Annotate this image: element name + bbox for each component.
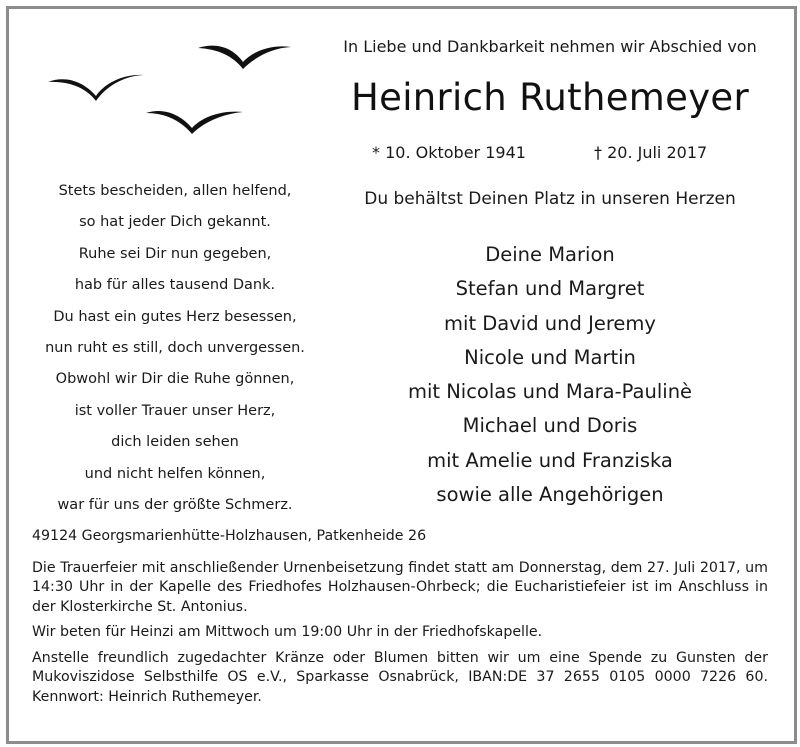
- poem-line: Du hast ein gutes Herz besessen,: [53, 308, 297, 325]
- poem-line: Obwohl wir Dir die Ruhe gönnen,: [55, 371, 295, 388]
- deceased-name: Heinrich Ruthemeyer: [351, 76, 749, 119]
- family-line: Deine Marion: [485, 243, 615, 266]
- family-line: mit Nicolas und Mara-Paulinè: [407, 380, 693, 404]
- poem-line: hab für alles tausend Dank.: [74, 277, 276, 294]
- family-list: [310, 238, 790, 512]
- prayer-paragraph: Wir beten für Heinzi am Mittwoch um 19:00 Uhr in der Friedhofskapelle.: [32, 624, 543, 640]
- details-section: [32, 527, 768, 713]
- poem: [30, 176, 320, 521]
- poem-line: dich leiden sehen: [111, 434, 239, 451]
- bird-icon: [198, 46, 291, 69]
- poem-line: war für uns der größte Schmerz.: [57, 497, 293, 514]
- motto-text: Du behältst Deinen Platz in unseren Herzen: [364, 189, 736, 209]
- family-line: sowie alle Angehörigen: [436, 483, 664, 507]
- poem-line: nun ruht es still, doch unvergessen.: [45, 340, 305, 357]
- death-date: † 20. Juli 2017: [594, 143, 708, 162]
- poem-line: ist voller Trauer unser Herz,: [74, 402, 276, 419]
- family-line: mit Amelie und Franziska: [427, 448, 673, 472]
- poem-line: Ruhe sei Dir nun gegeben,: [78, 245, 272, 262]
- family-line: Stefan und Margret: [455, 277, 645, 301]
- poem-line: Stets bescheiden, allen helfend,: [58, 183, 292, 199]
- ceremony-paragraph: Die Trauerfeier mit anschließender Urnenbeisetzung findet statt am Donnerstag, dem 27. Juli 2017, um 14:30 Uhr in der Kapelle des Friedhofes Holzhausen-Ohrbeck; die Eucharistiefeier ist im Anschluss in der Klosterkirche St. Antonius.: [32, 559, 768, 615]
- family-line: Nicole und Martin: [464, 345, 636, 369]
- address-line: 49124 Georgsmarienhütte-Holzhausen, Patkenheide 26: [32, 528, 427, 544]
- family-line: mit David und Jeremy: [444, 311, 656, 335]
- poem-line: so hat jeder Dich gekannt.: [79, 214, 271, 231]
- bird-icon: [48, 75, 143, 101]
- poem-line: und nicht helfen können,: [84, 465, 266, 482]
- intro-text: In Liebe und Dankbarkeit nehmen wir Abschied von: [343, 37, 757, 56]
- birth-date: * 10. Oktober 1941: [372, 143, 526, 162]
- family-line: Michael und Doris: [462, 414, 638, 438]
- donation-paragraph: Anstelle freundlich zugedachter Kränze oder Blumen bitten wir um eine Spende zu Gunsten der Mukoviszidose Selbsthilfe OS e.V., Sparkasse Osnabrück, IBAN:DE 37 2655 0105 0000 7226 60. Kennwort: Heinrich Ruthemeyer.: [32, 649, 768, 705]
- bird-icon: [146, 111, 243, 134]
